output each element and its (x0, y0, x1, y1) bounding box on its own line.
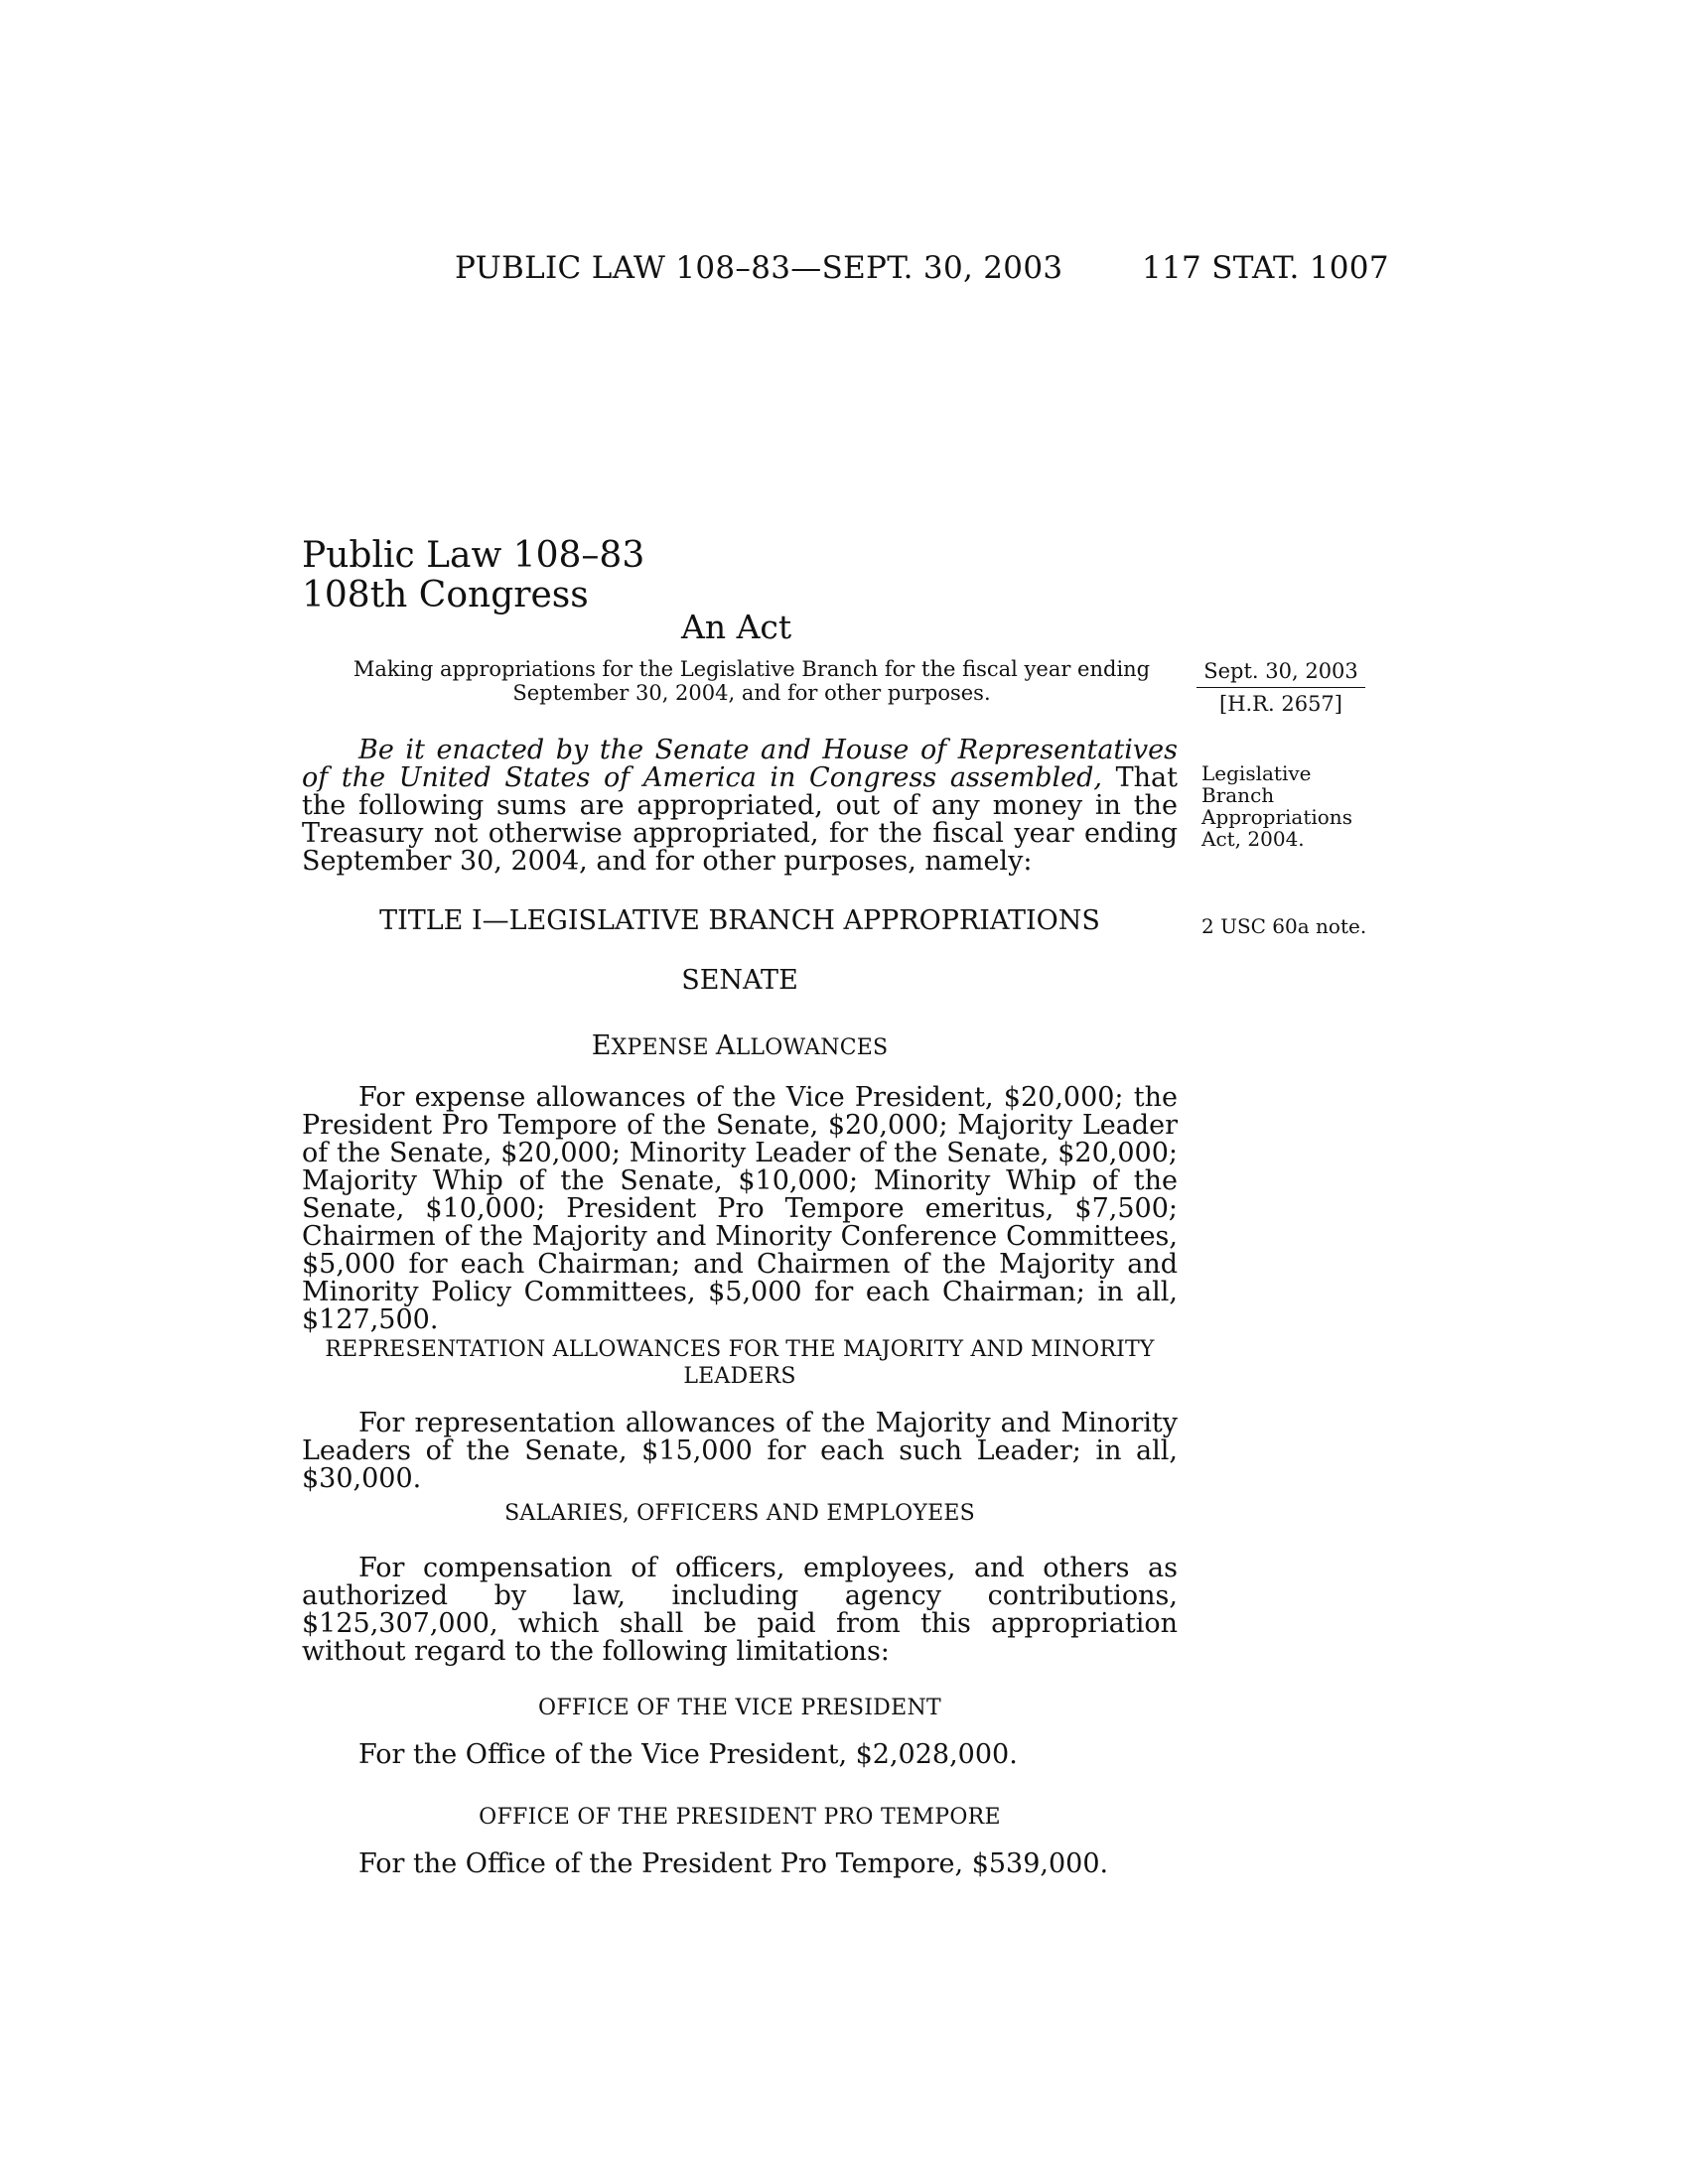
running-head-right: 117 STAT. 1007 (1142, 250, 1389, 286)
senate-heading: SENATE (681, 965, 798, 996)
representation-text: For representation allowances of the Majority and Minority Leaders of the Senate, $15,000 for each such Leader; in all, $30,000. (302, 1408, 1178, 1494)
enacting-italic: Be it enacted by the Senate and House of Representatives of the United States of America in Congress assembled, (302, 735, 1178, 793)
short-title-line: Legislative (1201, 761, 1312, 785)
bill-number: [H.R. 2657] (1219, 692, 1342, 716)
law-number: Public Law 108–83 (302, 535, 645, 576)
salaries-text: For compensation of officers, employees, and others as authorized by law, including agency contributions, $125,307,000, which shall be paid from this appropriation without regard to the following limitations: (302, 1553, 1178, 1667)
pro-tempore-heading: OFFICE OF THE PRESIDENT PRO TEMPORE (479, 1805, 1001, 1830)
pro-tempore-text: For the Office of the President Pro Tempore, $539,000. (358, 1848, 1109, 1879)
representation-heading: REPRESENTATION ALLOWANCES FOR THE MAJORITY AND MINORITY LEADERS (325, 1337, 1155, 1389)
enacting-clause (302, 737, 1178, 876)
approval-date: Sept. 30, 2003 (1196, 659, 1365, 688)
congress-number: 108th Congress (302, 575, 589, 615)
act-purpose: Making appropriations for the Legislative Branch for the fiscal year ending September 30, 2004, and for other purposes. (352, 657, 1151, 705)
short-title-line: Appropriations (1201, 805, 1352, 829)
approval-box (1196, 659, 1365, 716)
expense-allowances-text: For expense allowances of the Vice President, $20,000; the President Pro Tempore of the Senate, $20,000; Majority Leader of the Senate, $20,000; Minority Leader of the Senate, $20,000; Majority Whip of the Senate, $10,000; Minority Whip of the Senate, $10,000; President Pro Tempore emeritus, $7,500; Chairmen of the Majority and Minority Conference Committees, $5,000 for each Chairman; and Chairmen of the Majority and Minority Policy Committees, $5,000 for each Chairman; in all, $127,500. (302, 1082, 1178, 1335)
salaries-heading: SALARIES, OFFICERS AND EMPLOYEES (504, 1501, 975, 1526)
usc-note: 2 USC 60a note. (1201, 914, 1367, 938)
short-title-line: Branch (1201, 783, 1275, 807)
running-head-left: PUBLIC LAW 108–83—SEPT. 30, 2003 (455, 250, 1063, 286)
enacting-text: That the following sums are appropriated, out of any money in the Treasury not otherwise appropriated, for the fiscal year ending September 30, 2004, and for other purposes, namely: (302, 762, 1178, 877)
expense-allowances-heading: EXPENSE ALLOWANCES (591, 1030, 889, 1061)
act-title: An Act (681, 608, 792, 646)
short-title-line: Act, 2004. (1201, 827, 1305, 851)
vice-president-heading: OFFICE OF THE VICE PRESIDENT (537, 1696, 942, 1720)
vice-president-text: For the Office of the Vice President, $2,028,000. (358, 1739, 1018, 1770)
title-heading: TITLE I—LEGISLATIVE BRANCH APPROPRIATIONS (379, 905, 1100, 936)
short-title-note (1201, 762, 1352, 850)
